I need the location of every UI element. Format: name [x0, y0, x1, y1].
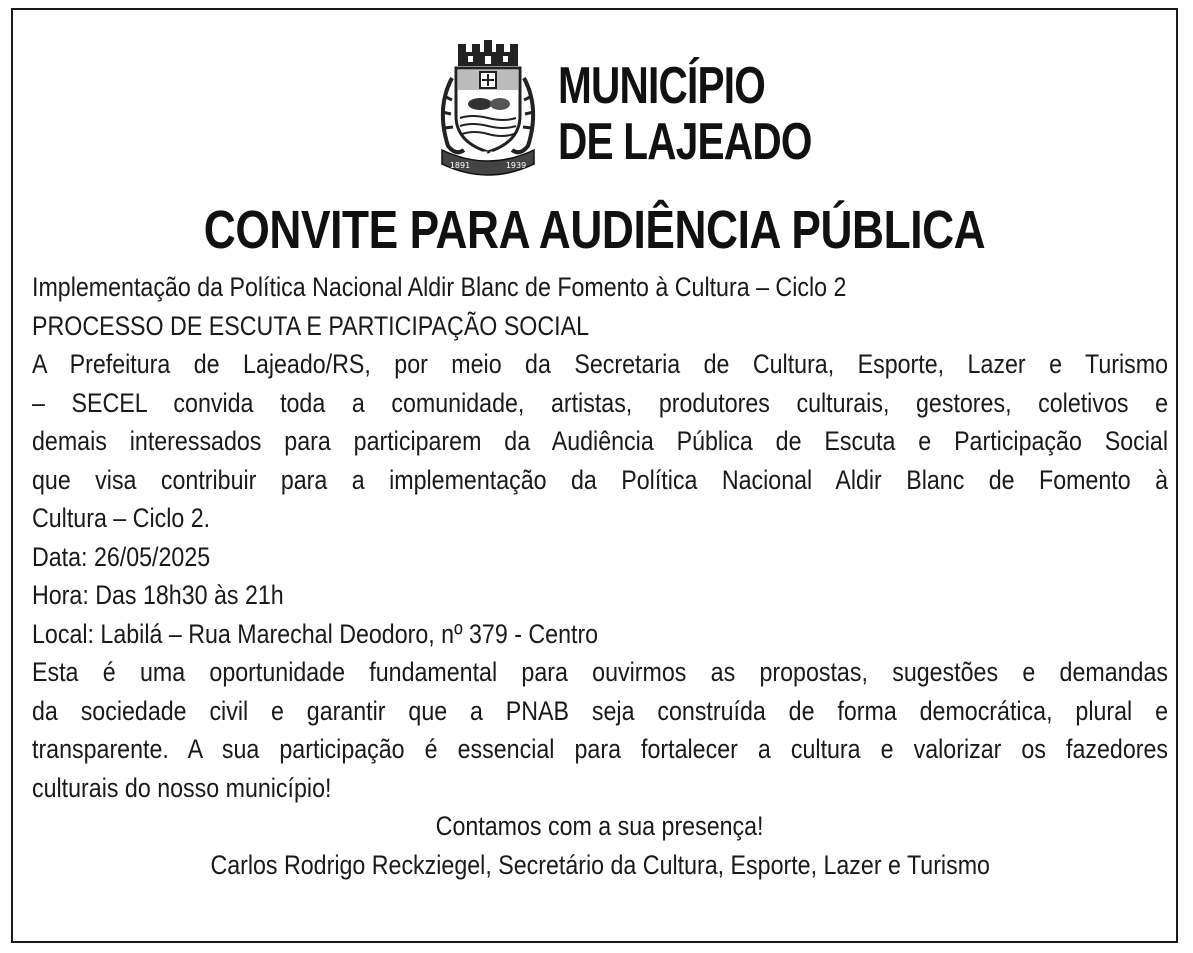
event-location-text: Local: Labilá – Rua Marechal Deodoro, nº 379 - Centro: [32, 618, 599, 649]
intro_lines-line: que visa contribuir para a implementação da Política Nacional Aldir Blanc de Fomento à: [32, 464, 1169, 495]
event-date-text: Data: 26/05/2025: [32, 541, 211, 572]
subtitle-1: [32, 268, 1168, 307]
closing_lines-line: culturais do nosso município!: [32, 772, 332, 803]
crest-year-right: 1939: [505, 161, 527, 170]
event-date: [32, 538, 1168, 577]
municipal-crest-icon: [428, 38, 548, 180]
closing_lines-line: Esta é uma oportunidade fundamental para ouvirmos as propostas, sugestões e demandas: [32, 657, 1169, 687]
event-location: [32, 615, 1168, 654]
signature-text: Carlos Rodrigo Reckziegel, Secretário da Cultura, Esporte, Lazer e Turismo: [210, 849, 990, 880]
municipality-line-2: DE LAJEADO: [558, 113, 812, 171]
intro_lines-line: Cultura – Ciclo 2.: [32, 503, 211, 533]
crest-year-left: 1891: [449, 161, 471, 170]
intro_lines-line: – SECEL convida toda a comunidade, artistas, produtores culturais, gestores, coletivos e: [32, 387, 1169, 418]
signature-line: [32, 846, 1168, 885]
notice-body: [32, 268, 1168, 884]
municipality-line-1: MUNICÍPIO: [558, 57, 766, 115]
intro_lines-line: demais interessados para participarem da Audiência Pública de Escuta e Participação Social: [32, 426, 1168, 456]
closing-paragraph: [32, 653, 1168, 807]
subtitle-2: [32, 307, 1168, 346]
event-time-text: Hora: Das 18h30 às 21h: [32, 580, 284, 610]
intro-paragraph: [32, 345, 1168, 538]
subtitle-1-text: Implementação da Política Nacional Aldir Blanc de Fomento à Cultura – Ciclo 2: [32, 272, 847, 302]
intro_lines-line: A Prefeitura de Lajeado/RS, por meio da Secretaria de Cultura, Esporte, Lazer e Turismo: [32, 349, 1169, 379]
page-title: [13, 200, 1176, 260]
subtitle-2-text: PROCESSO DE ESCUTA E PARTICIPAÇÃO SOCIAL: [32, 310, 589, 341]
closing_lines-line: da sociedade civil e garantir que a PNAB seja construída de forma democrática, plural e: [32, 695, 1168, 726]
title-text: CONVITE PARA AUDIÊNCIA PÚBLICA: [203, 200, 986, 260]
header: [13, 38, 1176, 188]
event-time: [32, 576, 1168, 615]
thanks-text: Contamos com a sua presença!: [436, 811, 764, 841]
crest-name: LAJEADO: [465, 151, 511, 161]
municipality-name: [558, 58, 812, 170]
notice-frame: [11, 8, 1178, 943]
thanks-line: [32, 807, 1168, 846]
closing_lines-line: transparente. A sua participação é essencial para fortalecer a cultura e valorizar os fazedores: [32, 734, 1169, 764]
